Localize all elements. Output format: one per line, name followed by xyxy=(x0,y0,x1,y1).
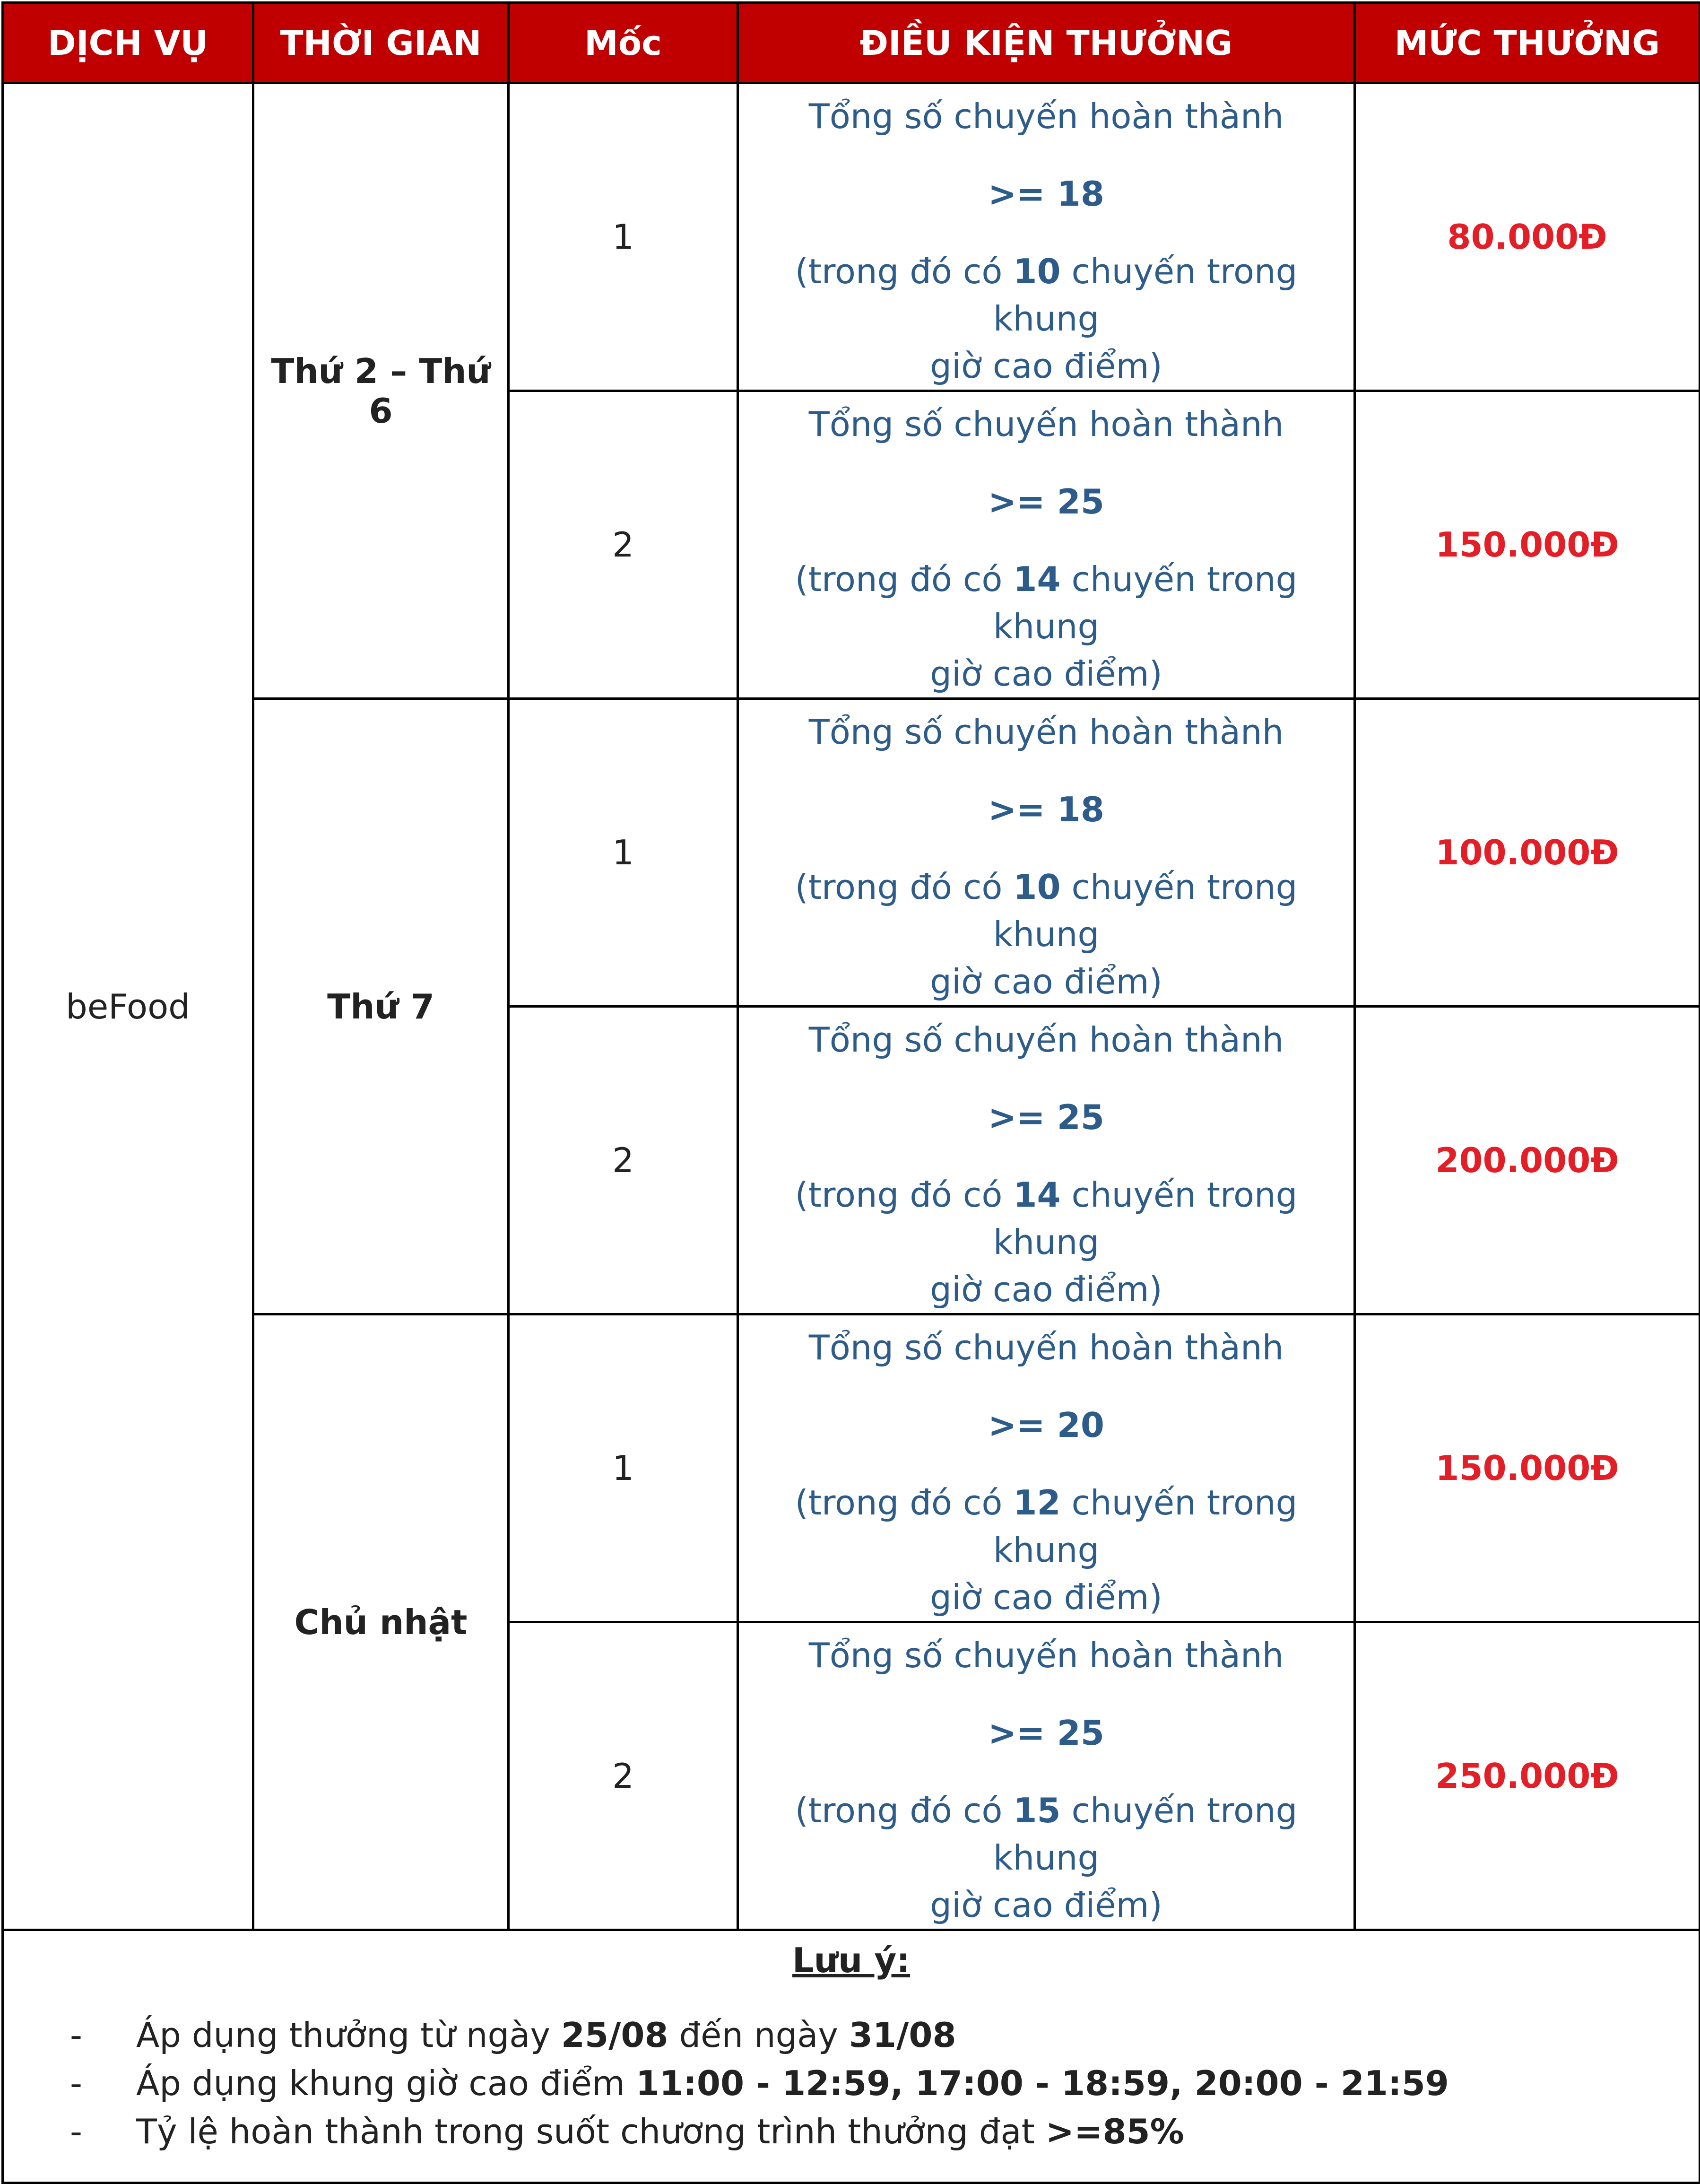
condition-peak-text: (trong đó có 14 chuyến trong khung xyxy=(795,559,1298,646)
condition-peak-text: (trong đó có 14 chuyến trong khung xyxy=(795,1175,1298,1262)
reward-amount: 250.000Đ xyxy=(1355,1622,1700,1930)
condition-peak-line2: giờ cao điểm) xyxy=(930,654,1162,694)
condition-peak-text: (trong đó có 10 chuyến trong khung xyxy=(795,867,1298,954)
reward-amount: 100.000Đ xyxy=(1355,699,1700,1007)
condition-peak-line2: giờ cao điểm) xyxy=(930,1270,1162,1309)
header-service: DỊCH VỤ xyxy=(3,3,253,83)
header-condition: ĐIỀU KIỆN THƯỞNG xyxy=(738,3,1355,83)
condition-cell xyxy=(738,391,1355,699)
condition-total-label: Tổng số chuyến hoàn thành xyxy=(808,404,1284,444)
header-row xyxy=(3,3,1700,83)
condition-total-label: Tổng số chuyến hoàn thành xyxy=(808,96,1284,136)
condition-peak-trips: 15 xyxy=(1013,1791,1061,1830)
note-bullet: - xyxy=(70,2063,82,2103)
reward-amount: 150.000Đ xyxy=(1355,1314,1700,1622)
milestone-cell: 1 xyxy=(509,1314,738,1622)
condition-cell xyxy=(738,1314,1355,1622)
table-row xyxy=(3,1314,1700,1622)
time-cell: Thứ 2 – Thứ 6 xyxy=(253,83,509,699)
condition-peak-line2: giờ cao điểm) xyxy=(930,1885,1162,1925)
note-item: - Áp dụng khung giờ cao điểm 11:00 - 12:59, 17:00 - 18:59, 20:00 - 21:59 xyxy=(4,2059,1699,2107)
condition-cell xyxy=(738,699,1355,1007)
header-reward: MỨC THƯỞNG xyxy=(1355,3,1700,83)
condition-peak-line2: giờ cao điểm) xyxy=(930,1577,1162,1617)
notes-title: Lưu ý: xyxy=(792,1940,911,1980)
condition-cell xyxy=(738,1007,1355,1314)
condition-total-label: Tổng số chuyến hoàn thành xyxy=(808,1636,1284,1675)
notes-list xyxy=(4,2011,1699,2156)
note-end-date: 31/08 xyxy=(849,2015,956,2055)
condition-total-label: Tổng số chuyến hoàn thành xyxy=(808,1328,1284,1367)
reward-table xyxy=(1,1,1700,2184)
condition-peak-text: (trong đó có 12 chuyến trong khung xyxy=(795,1483,1298,1570)
condition-peak-trips: 10 xyxy=(1013,867,1061,907)
condition-peak-trips: 14 xyxy=(1013,1175,1061,1215)
note-start-date: 25/08 xyxy=(561,2015,668,2055)
condition-min-trips: >= 18 xyxy=(988,174,1104,214)
milestone-cell: 1 xyxy=(509,83,738,391)
time-cell: Thứ 7 xyxy=(253,699,509,1314)
condition-peak-trips: 10 xyxy=(1013,252,1061,291)
note-peak-hours: 11:00 - 12:59, 17:00 - 18:59, 20:00 - 21:59 xyxy=(635,2063,1449,2103)
milestone-cell: 2 xyxy=(509,1007,738,1314)
note-bullet: - xyxy=(70,2015,82,2055)
condition-min-trips: >= 20 xyxy=(988,1405,1104,1445)
condition-peak-text: (trong đó có 10 chuyến trong khung xyxy=(795,252,1298,339)
note-bullet: - xyxy=(70,2112,82,2151)
milestone-cell: 2 xyxy=(509,1622,738,1930)
note-item: - Áp dụng thưởng từ ngày 25/08 đến ngày 31/08 xyxy=(4,2011,1699,2059)
notes-cell xyxy=(3,1930,1700,2183)
condition-min-trips: >= 25 xyxy=(988,1097,1104,1137)
condition-total-label: Tổng số chuyến hoàn thành xyxy=(808,712,1284,752)
condition-peak-line2: giờ cao điểm) xyxy=(930,346,1162,386)
milestone-cell: 1 xyxy=(509,699,738,1007)
condition-peak-trips: 14 xyxy=(1013,559,1061,599)
milestone-cell: 2 xyxy=(509,391,738,699)
condition-cell xyxy=(738,83,1355,391)
service-cell: beFood xyxy=(3,83,253,1930)
condition-peak-line2: giờ cao điểm) xyxy=(930,962,1162,1001)
condition-min-trips: >= 18 xyxy=(988,790,1104,829)
note-completion-rate: >=85% xyxy=(1045,2112,1184,2151)
header-time: THỜI GIAN xyxy=(253,3,509,83)
note-item: - Tỷ lệ hoàn thành trong suốt chương trình thưởng đạt >=85% xyxy=(4,2107,1699,2156)
reward-amount: 150.000Đ xyxy=(1355,391,1700,699)
condition-total-label: Tổng số chuyến hoàn thành xyxy=(808,1020,1284,1060)
condition-peak-trips: 12 xyxy=(1013,1483,1061,1523)
reward-amount: 200.000Đ xyxy=(1355,1007,1700,1314)
table-row xyxy=(3,699,1700,1007)
condition-min-trips: >= 25 xyxy=(988,482,1104,522)
notes-row xyxy=(3,1930,1700,2183)
time-cell: Chủ nhật xyxy=(253,1314,509,1930)
header-milestone: Mốc xyxy=(509,3,738,83)
reward-amount: 80.000Đ xyxy=(1355,83,1700,391)
condition-peak-text: (trong đó có 15 chuyến trong khung xyxy=(795,1791,1298,1878)
condition-min-trips: >= 25 xyxy=(988,1713,1104,1753)
condition-cell xyxy=(738,1622,1355,1930)
table-row xyxy=(3,83,1700,391)
